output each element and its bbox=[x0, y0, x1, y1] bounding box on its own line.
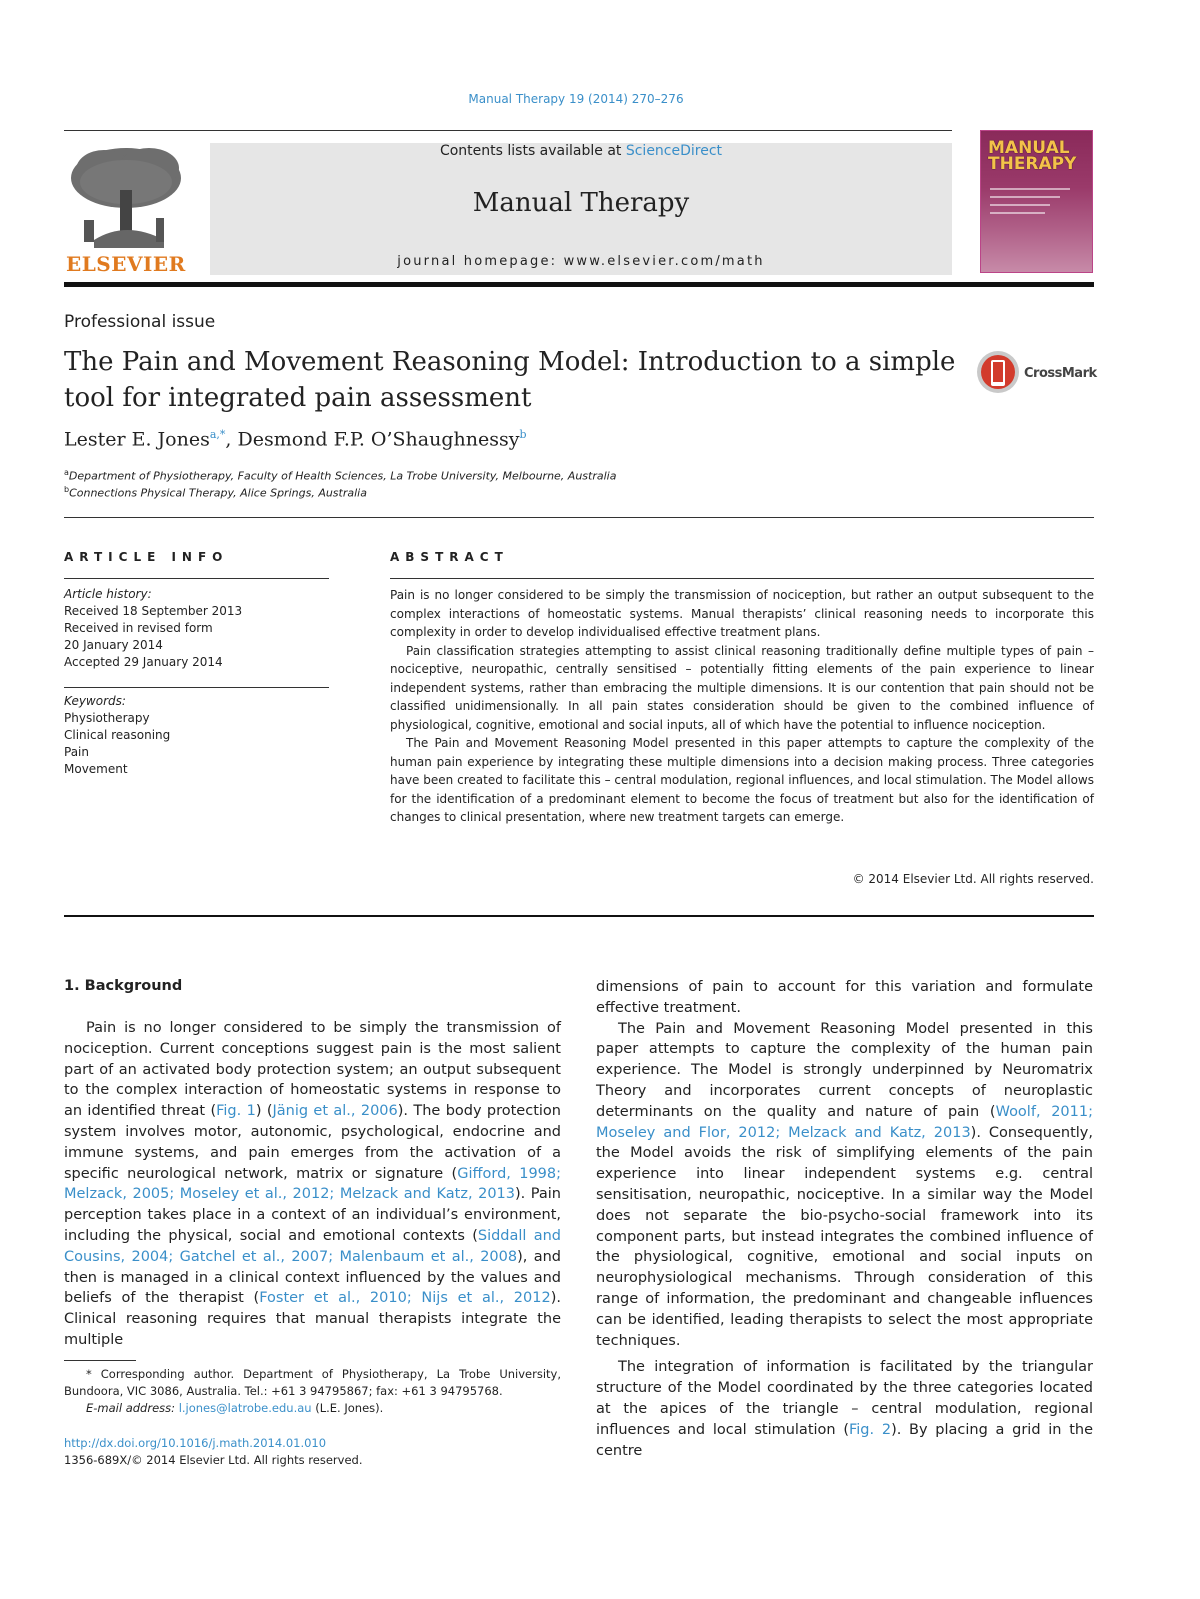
article-title: The Pain and Movement Reasoning Model: Introduction to a simple tool for integrated pain assessment bbox=[64, 347, 956, 413]
citation-link[interactable]: Gifford, 1998; Melzack, 2005; Moseley et al., 2012; Melzack and Katz, 2013 bbox=[64, 1165, 562, 1203]
body-paragraph: The Pain and Movement Reasoning Model presented in this paper attempts to capture the complexity of the human pain experience. The Model is strongly underpinned by Neuromatrix Theory and incorporates current concepts of neuroplastic determinants on the quality and nature of pain (Woolf, 2011; Moseley and Flor, 2012; Melzack and Katz, 2013). Consequently, the Model avoids the risk of simplifying elements of the pain experience into linear independent systems e.g. central sensitisation, neuropathic, nociceptive. In a similar way the Model does not separate the bio-psycho-social framework into its component parts, but instead integrates the combined influence of the physiological, cognitive, emotional and social inputs on neurophysiological mechanisms. Through consideration of this range of information, the predominant and changeable influences can be identified, leading therapists to select the most appropriate techniques. bbox=[596, 1020, 1093, 1349]
keyword: Clinical reasoning bbox=[64, 728, 171, 742]
abstract-paragraph: Pain classification strategies attempting to assist clinical reasoning traditionally define multiple types of pain – nociceptive, neuropathic, centrally sensitised – potentially fitting elements of the pain experience to linear independent systems, rather than embracing the multiple dimensions. It is our contention that pain should not be classified unidimensionally. In all pain states consideration should be given to the combined influence of physiological, cognitive, emotional and social inputs, all of which have the potential to influence nociception. bbox=[390, 643, 1094, 732]
contents-line: Contents lists available at ScienceDirect bbox=[439, 143, 723, 159]
header-thick-rule bbox=[64, 282, 1094, 287]
journal-citation[interactable]: Manual Therapy 19 (2014) 270–276 bbox=[468, 92, 684, 106]
doi-link[interactable]: http://dx.doi.org/10.1016/j.math.2014.01.010 bbox=[64, 1436, 327, 1450]
affiliation-a: $^a$Department of Physiotherapy, Faculty of Health Sciences, La Trobe University, Melbourne, Australia bbox=[64, 468, 617, 483]
body-rule bbox=[64, 915, 1094, 917]
abstract-paragraph: The Pain and Movement Reasoning Model presented in this paper attempts to capture the complexity of the human pain experience by integrating these multiple dimensions into a decision making process. Three categories have been created to facilitate this – central modulation, regional influences, and local stimulation. The Model allows for the identification of a predominant element to become the focus of treatment but also for the identification of changes to clinical presentation, where new treatment targets can emerge. bbox=[390, 736, 1094, 824]
author-email-link[interactable]: l.jones@latrobe.edu.au bbox=[178, 1401, 312, 1415]
citation-link[interactable]: Siddall and Cousins, 2004; Gatchel et al., 2007; Malenbaum et al., 2008 bbox=[64, 1227, 561, 1265]
citation-link[interactable]: Foster et al., 2010; Nijs et al., 2012 bbox=[259, 1290, 551, 1307]
cover-decoration bbox=[990, 196, 1060, 198]
history-item: Accepted 29 January 2014 bbox=[64, 655, 223, 669]
footnote-rule bbox=[64, 1360, 136, 1361]
section-heading: 1. Background bbox=[64, 978, 183, 994]
journal-title: Manual Therapy bbox=[472, 188, 690, 218]
issn-copyright: 1356-689X/© 2014 Elsevier Ltd. All rights reserved. bbox=[64, 1453, 363, 1467]
affiliation-rule bbox=[64, 517, 1094, 518]
keyword: Physiotherapy bbox=[64, 711, 150, 725]
keyword: Movement bbox=[64, 762, 128, 776]
article-info-heading: ARTICLE INFO bbox=[64, 550, 229, 564]
journal-cover-title: MANUAL THERAPY bbox=[988, 138, 1077, 174]
author-affiliation-marker[interactable]: a,* bbox=[209, 428, 226, 441]
keyword: Pain bbox=[64, 745, 89, 759]
cover-decoration bbox=[990, 188, 1070, 190]
abstract-heading: ABSTRACT bbox=[390, 550, 509, 564]
body-paragraph: Pain is no longer considered to be simply the transmission of nociception. Current conceptions suggest pain is the most salient part of an activated body protection system; an output subsequent to the complex interaction of homeostatic systems in response to an identified threat (Fig. 1) (Jänig et al., 2006). The body protection system involves motor, autonomic, psychological, endocrine and immune systems, and pain emerges from the activation of a specific neurological network, matrix or signature (Gifford, 1998; Melzack, 2005; Moseley et al., 2012; Melzack and Katz, 2013). Pain perception takes place in a context of an individual’s environment, including the physical, social and emotional contexts (Siddall and Cousins, 2004; Gatchel et al., 2007; Malenbaum et al., 2008), and then is managed in a clinical context influenced by the values and beliefs of the therapist (Foster et al., 2010; Nijs et al., 2012). Clinical reasoning requires that manual therapists integrate the multiple bbox=[64, 1020, 562, 1348]
history-item: Received 18 September 2013 bbox=[64, 604, 243, 618]
body-column-left bbox=[64, 1018, 561, 1351]
crossmark-icon[interactable] bbox=[976, 350, 1020, 394]
crossmark-label[interactable]: CrossMark bbox=[1024, 366, 1097, 381]
abstract-paragraph: Pain is no longer considered to be simply the transmission of nociception, but rather an output subsequent to the complex interactions of homeostatic systems. Manual therapists’ clinical reasoning needs to incorporate this complexity in order to develop individualised effective treatment plans. bbox=[390, 588, 1094, 639]
citation-link[interactable]: Jänig et al., 2006 bbox=[272, 1103, 398, 1120]
affiliation-b: $^b$Connections Physical Therapy, Alice Springs, Australia bbox=[64, 485, 367, 500]
keywords: Keywords: Physiotherapy Clinical reasoning Pain Movement bbox=[64, 694, 171, 776]
body-column-right bbox=[596, 977, 1093, 1461]
corresponding-author-footnote: * Corresponding author. Department of Physiotherapy, La Trobe University, Bundoora, VIC 3086, Australia. Tel.: +61 3 94795867; fax: +61 3 94795768. E-mail address: l.jones@latrobe.edu.au (L.E. Jones). bbox=[64, 1367, 561, 1415]
author-list: Lester E. Jones$^{a,*}$, Desmond F.P. O’Shaughnessy$^b$ bbox=[64, 428, 527, 451]
article-info-rule bbox=[64, 687, 329, 688]
elsevier-wordmark: ELSEVIER bbox=[66, 252, 186, 276]
author-affiliation-marker[interactable]: b bbox=[519, 428, 527, 441]
journal-homepage[interactable]: journal homepage: www.elsevier.com/math bbox=[397, 254, 765, 269]
body-paragraph: dimensions of pain to account for this variation and formulate effective treatment. bbox=[596, 979, 1093, 1016]
section-label: Professional issue bbox=[64, 312, 216, 332]
author-name: Lester E. Jones bbox=[64, 428, 210, 451]
figure-link[interactable]: Fig. 1 bbox=[216, 1103, 256, 1120]
history-item: 20 January 2014 bbox=[64, 638, 163, 652]
figure-link[interactable]: Fig. 2 bbox=[848, 1421, 892, 1438]
body-paragraph: The integration of information is facilitated by the triangular structure of the Model coordinated by the three categories located at the apices of the triangle – central modulation, regional influences and local stimulation (Fig. 2). By placing a grid in the centre bbox=[596, 1359, 1093, 1459]
author-name: Desmond F.P. O’Shaughnessy bbox=[237, 428, 520, 451]
abstract-rule bbox=[390, 578, 1094, 579]
abstract-text bbox=[390, 586, 1094, 827]
abstract-copyright: © 2014 Elsevier Ltd. All rights reserved. bbox=[852, 872, 1094, 886]
cover-decoration bbox=[990, 204, 1050, 206]
cover-decoration bbox=[990, 212, 1045, 214]
history-item: Received in revised form bbox=[64, 621, 213, 635]
sciencedirect-link[interactable]: ScienceDirect bbox=[625, 143, 723, 159]
article-info-rule bbox=[64, 578, 329, 579]
citation-link[interactable]: Woolf, 2011; Moseley and Flor, 2012; Melzack and Katz, 2013 bbox=[596, 1103, 1093, 1141]
article-history: Article history: Received 18 September 2013 Received in revised form 20 January 2014 Accepted 29 January 2014 bbox=[64, 587, 243, 669]
header-rule bbox=[64, 130, 952, 131]
